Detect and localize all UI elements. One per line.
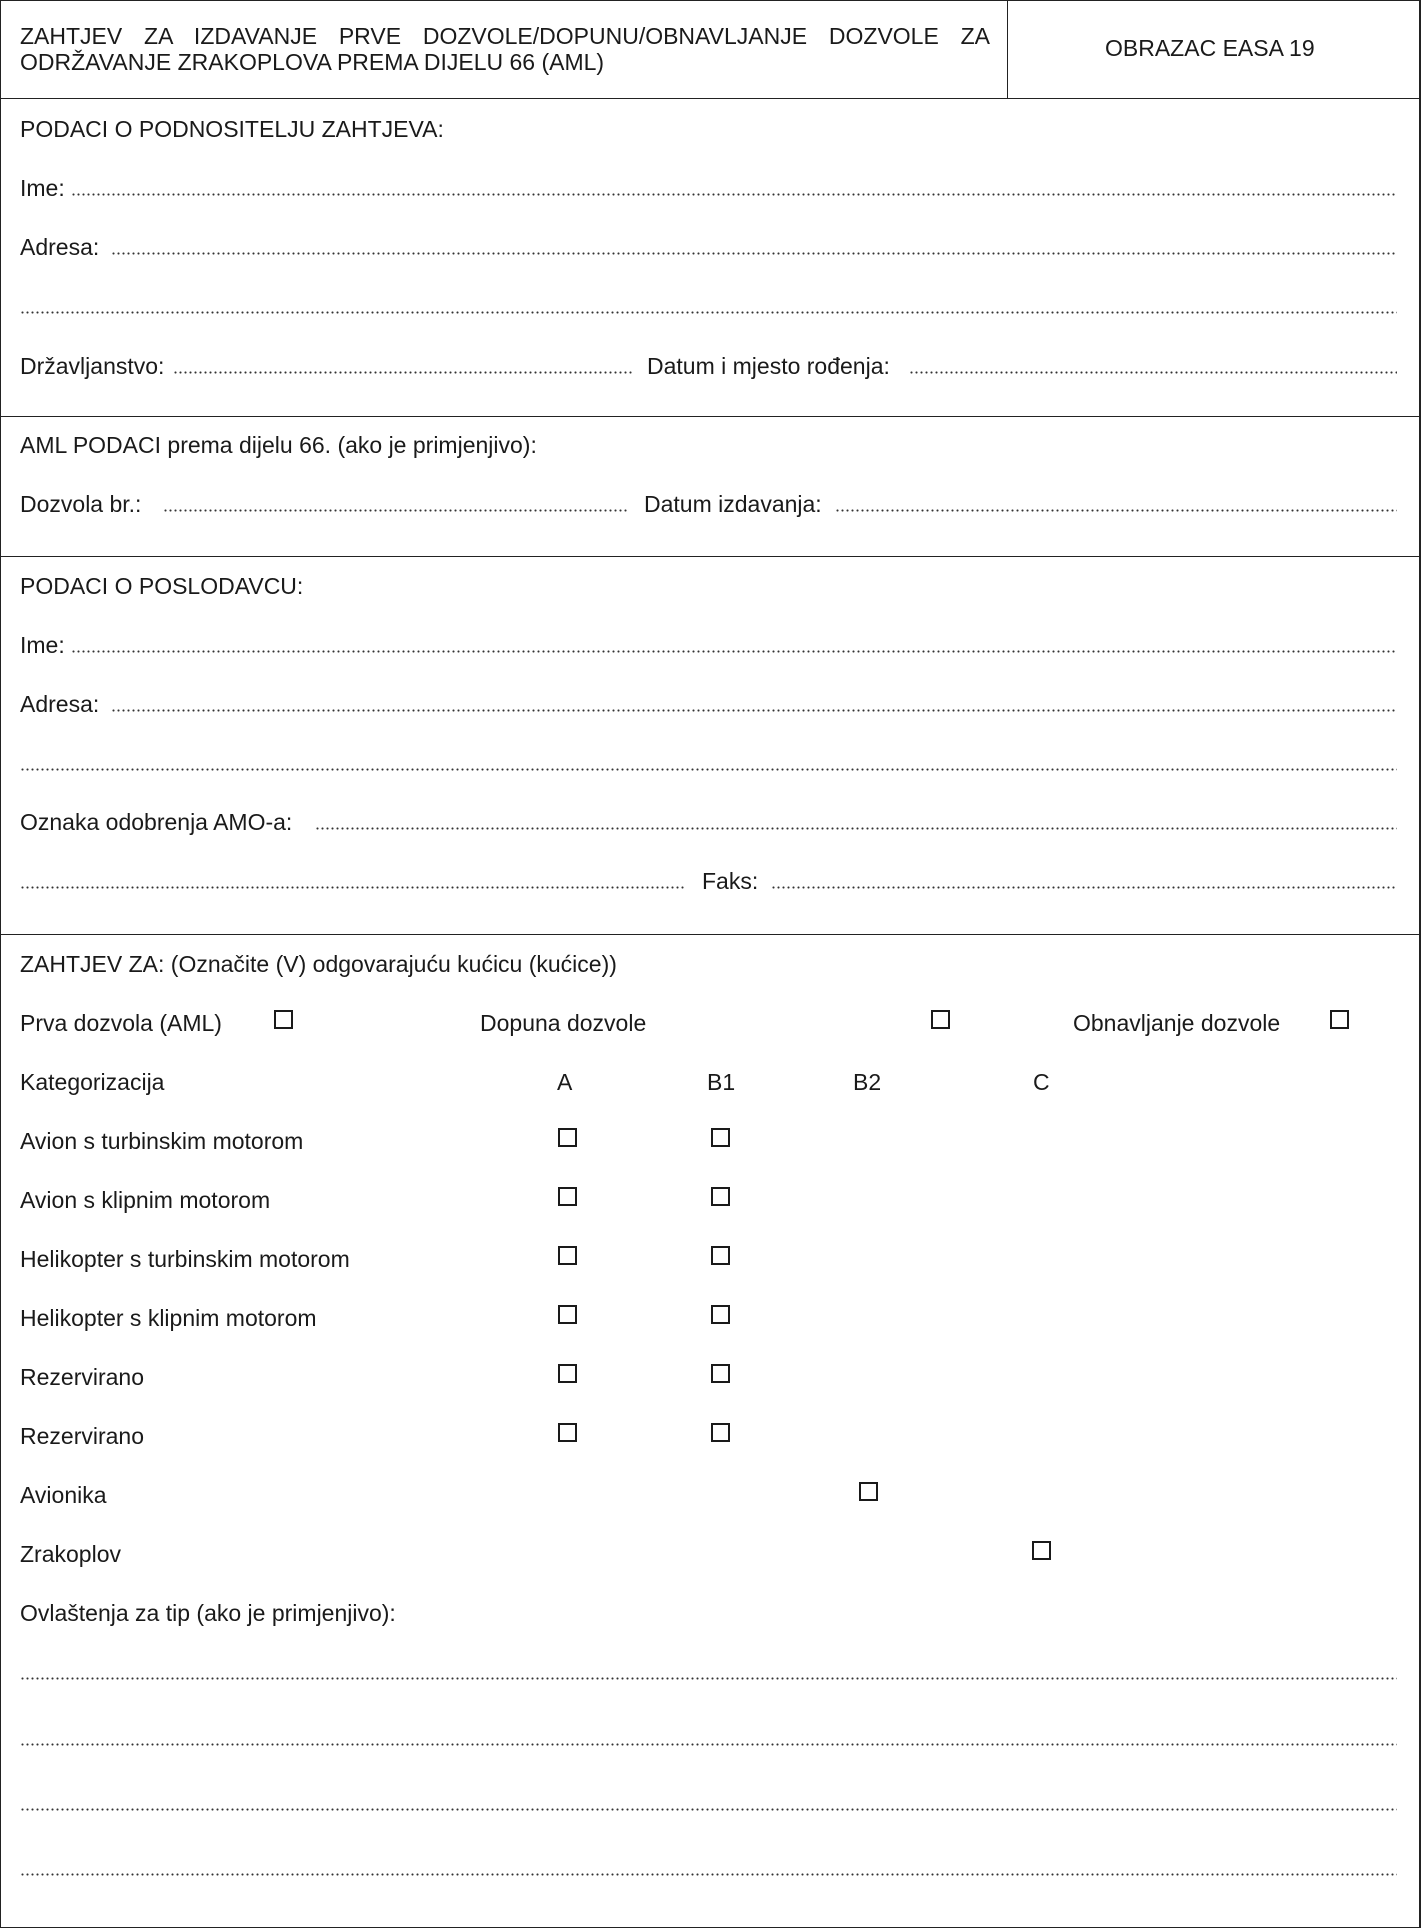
employer-heading: PODACI O POSLODAVCU: [20,573,304,599]
type-ratings-label: Ovlaštenja za tip (ako je primjenjivo): [20,1600,396,1626]
amo-label: Oznaka odobrenja AMO-a: [20,809,293,835]
aml-heading: AML PODACI prema dijelu 66. (ako je primjenjivo): [20,432,537,458]
option-renewal-label: Obnavljanje dozvole [1073,1010,1281,1036]
option-first-licence-label: Prva dozvola (AML) [20,1010,222,1036]
option-renewal-checkbox[interactable] [1330,1010,1349,1029]
row-label-reserved-2: Rezervirano [20,1423,144,1449]
checkbox-turbine-aeroplane-b1[interactable] [711,1128,730,1147]
column-a-header: A [557,1069,573,1095]
citizenship-field[interactable] [173,371,633,374]
type-ratings-field-4[interactable] [20,1873,1397,1876]
checkbox-avionics-b2[interactable] [859,1482,878,1501]
applicant-name-field[interactable] [71,193,1397,196]
request-section [1,935,1419,1929]
checkbox-aircraft-c[interactable] [1032,1541,1051,1560]
form-header [1,1,1419,99]
licence-number-label: Dozvola br.: [20,491,142,517]
issue-date-label: Datum izdavanja: [644,491,822,517]
column-c-header: C [1033,1069,1050,1095]
applicant-name-label: Ime: [20,175,65,201]
phone-field[interactable] [20,886,685,889]
form-title-line-2: ODRŽAVANJE ZRAKOPLOVA PREMA DIJELU 66 (AML) [20,49,605,75]
employer-address-field-2[interactable] [20,768,1397,771]
checkbox-reserved-2-a[interactable] [558,1423,577,1442]
option-amendment-label: Dopuna dozvole [480,1010,647,1036]
checkbox-turbine-helicopter-b1[interactable] [711,1246,730,1265]
option-amendment-checkbox[interactable] [931,1010,950,1029]
checkbox-piston-aeroplane-b1[interactable] [711,1187,730,1206]
checkbox-turbine-aeroplane-a[interactable] [558,1128,577,1147]
type-ratings-field-1[interactable] [20,1677,1397,1680]
birth-label: Datum i mjesto rođenja: [647,353,890,379]
employer-name-field[interactable] [71,650,1397,653]
row-label-avionics: Avionika [20,1482,107,1508]
type-ratings-field-3[interactable] [20,1808,1397,1811]
fax-label: Faks: [702,868,759,894]
licence-number-field[interactable] [163,509,629,512]
row-label-turbine-aeroplane: Avion s turbinskim motorom [20,1128,304,1154]
type-ratings-field-2[interactable] [20,1743,1397,1746]
checkbox-piston-helicopter-a[interactable] [558,1305,577,1324]
applicant-address-field[interactable] [111,252,1397,255]
applicant-heading: PODACI O PODNOSITELJU ZAHTJEVA: [20,116,444,142]
header-divider [1007,1,1008,98]
applicant-address-field-2[interactable] [20,311,1397,314]
checkbox-reserved-1-a[interactable] [558,1364,577,1383]
row-label-aircraft: Zrakoplov [20,1541,121,1567]
citizenship-label: Državljanstvo: [20,353,165,379]
row-label-piston-helicopter: Helikopter s klipnim motorom [20,1305,317,1331]
row-label-piston-aeroplane: Avion s klipnim motorom [20,1187,271,1213]
employer-name-label: Ime: [20,632,65,658]
applicant-section [1,99,1419,417]
checkbox-piston-helicopter-b1[interactable] [711,1305,730,1324]
option-first-licence-checkbox[interactable] [274,1010,293,1029]
row-label-turbine-helicopter: Helikopter s turbinskim motorom [20,1246,350,1272]
row-label-reserved-1: Rezervirano [20,1364,144,1390]
employer-address-field[interactable] [111,709,1397,712]
form-title-line-1: ZAHTJEV ZA IZDAVANJE PRVE DOZVOLE/DOPUNU/OBNAVLJANJE DOZVOLE ZA [20,23,990,49]
employer-section [1,557,1419,935]
checkbox-reserved-2-b1[interactable] [711,1423,730,1442]
employer-address-label: Adresa: [20,691,100,717]
checkbox-piston-aeroplane-a[interactable] [558,1187,577,1206]
checkbox-turbine-helicopter-a[interactable] [558,1246,577,1265]
form-title [20,23,990,75]
column-b2-header: B2 [853,1069,882,1095]
categorization-label: Kategorizacija [20,1069,165,1095]
applicant-address-label: Adresa: [20,234,100,260]
issue-date-field[interactable] [835,509,1397,512]
birth-field[interactable] [909,371,1397,374]
form-code: OBRAZAC EASA 19 [1105,35,1315,61]
checkbox-reserved-1-b1[interactable] [711,1364,730,1383]
fax-field[interactable] [771,886,1397,889]
request-heading: ZAHTJEV ZA: (Označite (V) odgovarajuću kućicu (kućice)) [20,951,617,977]
aml-section [1,417,1419,557]
column-b1-header: B1 [707,1069,736,1095]
amo-field[interactable] [315,827,1397,830]
